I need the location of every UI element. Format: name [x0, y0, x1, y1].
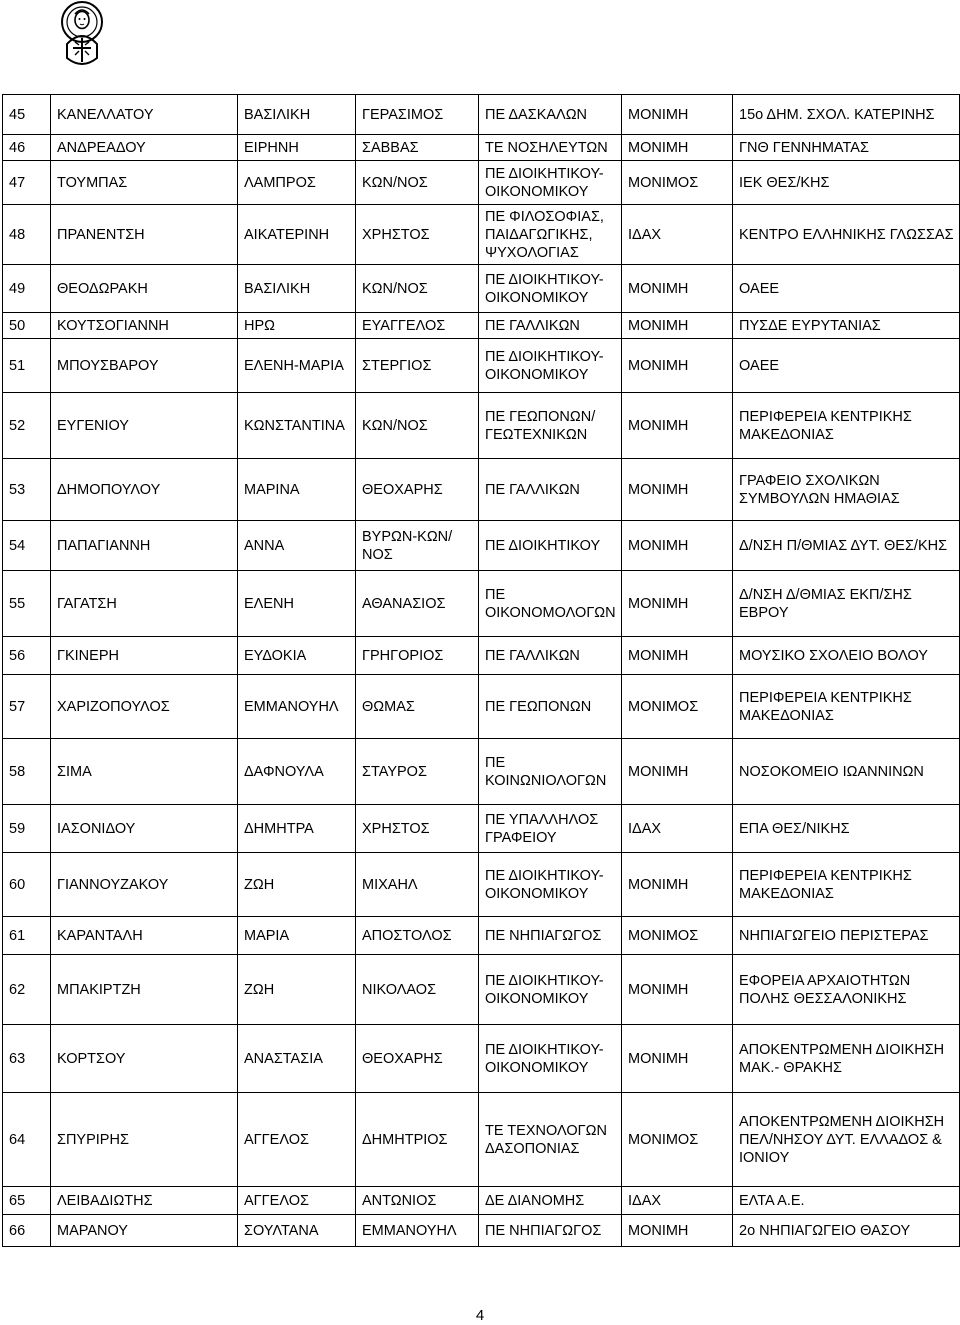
- specialty-cell: ΠΕ ΓΑΛΛΙΚΩΝ: [479, 313, 622, 339]
- first-name-cell: ΕΛΕΝΗ: [238, 571, 356, 637]
- service-unit-cell: ΝΗΠΙΑΓΩΓΕΙΟ ΠΕΡΙΣΤΕΡΑΣ: [733, 917, 960, 955]
- father-name-cell: ΜΙΧΑΗΛ: [356, 853, 479, 917]
- table-row: [3, 205, 960, 265]
- father-name-cell: ΚΩΝ/ΝΟΣ: [356, 161, 479, 205]
- row-number-cell: 56: [3, 637, 51, 675]
- employment-status-cell: ΜΟΝΙΜΟΣ: [622, 675, 733, 739]
- service-unit-cell: ΑΠΟΚΕΝΤΡΩΜΕΝΗ ΔΙΟΙΚΗΣΗ ΠΕΛ/ΝΗΣΟΥ ΔΥΤ. ΕΛΛΑΔΟΣ & ΙΟΝΙΟΥ: [733, 1093, 960, 1187]
- service-unit-cell: ΕΦΟΡΕΙΑ ΑΡΧΑΙΟΤΗΤΩΝ ΠΟΛΗΣ ΘΕΣΣΑΛΟΝΙΚΗΣ: [733, 955, 960, 1025]
- table-row: [3, 161, 960, 205]
- father-name-cell: ΣΤΕΡΓΙΟΣ: [356, 339, 479, 393]
- father-name-cell: ΚΩΝ/ΝΟΣ: [356, 393, 479, 459]
- father-name-cell: ΑΝΤΩΝΙΟΣ: [356, 1187, 479, 1215]
- row-number-cell: 46: [3, 135, 51, 161]
- row-number-cell: 61: [3, 917, 51, 955]
- row-number-cell: 58: [3, 739, 51, 805]
- row-number-cell: 53: [3, 459, 51, 521]
- surname-cell: ΚΑΝΕΛΛΑΤΟΥ: [51, 95, 238, 135]
- employment-status-cell: ΜΟΝΙΜΗ: [622, 459, 733, 521]
- father-name-cell: ΣΑΒΒΑΣ: [356, 135, 479, 161]
- row-number-cell: 64: [3, 1093, 51, 1187]
- service-unit-cell: ΓΝΘ ΓΕΝΝΗΜΑΤΑΣ: [733, 135, 960, 161]
- service-unit-cell: Δ/ΝΣΗ Π/ΘΜΙΑΣ ΔΥΤ. ΘΕΣ/ΚΗΣ: [733, 521, 960, 571]
- first-name-cell: ΛΑΜΠΡΟΣ: [238, 161, 356, 205]
- first-name-cell: ΕΥΔΟΚΙΑ: [238, 637, 356, 675]
- table-row: [3, 339, 960, 393]
- row-number-cell: 60: [3, 853, 51, 917]
- service-unit-cell: ΙΕΚ ΘΕΣ/ΚΗΣ: [733, 161, 960, 205]
- university-emblem-icon: [53, 0, 111, 78]
- specialty-cell: ΠΕ ΔΙΟΙΚΗΤΙΚΟΥ-ΟΙΚΟΝΟΜΙΚΟΥ: [479, 339, 622, 393]
- specialty-cell: ΠΕ ΔΙΟΙΚΗΤΙΚΟΥ-ΟΙΚΟΝΟΜΙΚΟΥ: [479, 265, 622, 313]
- father-name-cell: ΕΥΑΓΓΕΛΟΣ: [356, 313, 479, 339]
- surname-cell: ΧΑΡΙΖΟΠΟΥΛΟΣ: [51, 675, 238, 739]
- specialty-cell: ΠΕ ΔΙΟΙΚΗΤΙΚΟΥ-ΟΙΚΟΝΟΜΙΚΟΥ: [479, 161, 622, 205]
- row-number-cell: 62: [3, 955, 51, 1025]
- row-number-cell: 48: [3, 205, 51, 265]
- surname-cell: ΠΑΠΑΓΙΑΝΝΗ: [51, 521, 238, 571]
- table-row: [3, 459, 960, 521]
- surname-cell: ΙΑΣΟΝΙΔΟΥ: [51, 805, 238, 853]
- employment-status-cell: ΜΟΝΙΜΗ: [622, 339, 733, 393]
- service-unit-cell: ΠΕΡΙΦΕΡΕΙΑ ΚΕΝΤΡΙΚΗΣ ΜΑΚΕΔΟΝΙΑΣ: [733, 853, 960, 917]
- service-unit-cell: ΝΟΣΟΚΟΜΕΙΟ ΙΩΑΝΝΙΝΩΝ: [733, 739, 960, 805]
- employment-status-cell: ΜΟΝΙΜΟΣ: [622, 161, 733, 205]
- first-name-cell: ΖΩΗ: [238, 955, 356, 1025]
- surname-cell: ΜΠΟΥΣΒΑΡΟΥ: [51, 339, 238, 393]
- first-name-cell: ΕΛΕΝΗ-ΜΑΡΙΑ: [238, 339, 356, 393]
- row-number-cell: 66: [3, 1215, 51, 1247]
- employment-status-cell: ΜΟΝΙΜΗ: [622, 571, 733, 637]
- table-body: [3, 95, 960, 1247]
- first-name-cell: ΔΑΦΝΟΥΛΑ: [238, 739, 356, 805]
- father-name-cell: ΝΙΚΟΛΑΟΣ: [356, 955, 479, 1025]
- service-unit-cell: ΠΕΡΙΦΕΡΕΙΑ ΚΕΝΤΡΙΚΗΣ ΜΑΚΕΔΟΝΙΑΣ: [733, 675, 960, 739]
- table-row: [3, 265, 960, 313]
- row-number-cell: 55: [3, 571, 51, 637]
- specialty-cell: ΤΕ ΝΟΣΗΛΕΥΤΩΝ: [479, 135, 622, 161]
- employment-status-cell: ΙΔΑΧ: [622, 1187, 733, 1215]
- employment-status-cell: ΙΔΑΧ: [622, 805, 733, 853]
- specialty-cell: ΠΕ ΓΕΩΠΟΝΩΝ/ ΓΕΩΤΕΧΝΙΚΩΝ: [479, 393, 622, 459]
- specialty-cell: ΠΕ ΝΗΠΙΑΓΩΓΟΣ: [479, 1215, 622, 1247]
- service-unit-cell: Δ/ΝΣΗ Δ/ΘΜΙΑΣ ΕΚΠ/ΣΗΣ ΕΒΡΟΥ: [733, 571, 960, 637]
- father-name-cell: ΔΗΜΗΤΡΙΟΣ: [356, 1093, 479, 1187]
- row-number-cell: 59: [3, 805, 51, 853]
- row-number-cell: 63: [3, 1025, 51, 1093]
- employment-status-cell: ΜΟΝΙΜΗ: [622, 265, 733, 313]
- first-name-cell: ΜΑΡΙΝΑ: [238, 459, 356, 521]
- first-name-cell: ΒΑΣΙΛΙΚΗ: [238, 95, 356, 135]
- service-unit-cell: ΕΠΑ ΘΕΣ/ΝΙΚΗΣ: [733, 805, 960, 853]
- employment-status-cell: ΜΟΝΙΜΗ: [622, 637, 733, 675]
- specialty-cell: ΠΕ ΓΑΛΛΙΚΩΝ: [479, 459, 622, 521]
- employment-status-cell: ΜΟΝΙΜΗ: [622, 95, 733, 135]
- row-number-cell: 57: [3, 675, 51, 739]
- first-name-cell: ΑΓΓΕΛΟΣ: [238, 1093, 356, 1187]
- father-name-cell: ΘΕΟΧΑΡΗΣ: [356, 1025, 479, 1093]
- table-row: [3, 1187, 960, 1215]
- service-unit-cell: ΓΡΑΦΕΙΟ ΣΧΟΛΙΚΩΝ ΣΥΜΒΟΥΛΩΝ ΗΜΑΘΙΑΣ: [733, 459, 960, 521]
- father-name-cell: ΧΡΗΣΤΟΣ: [356, 205, 479, 265]
- father-name-cell: ΘΕΟΧΑΡΗΣ: [356, 459, 479, 521]
- employment-status-cell: ΜΟΝΙΜΟΣ: [622, 1093, 733, 1187]
- surname-cell: ΚΟΥΤΣΟΓΙΑΝΝΗ: [51, 313, 238, 339]
- table-row: [3, 805, 960, 853]
- page-number: 4: [475, 1307, 485, 1324]
- specialty-cell: ΤΕ ΤΕΧΝΟΛΟΓΩΝ ΔΑΣΟΠΟΝΙΑΣ: [479, 1093, 622, 1187]
- surname-cell: ΓΚΙΝΕΡΗ: [51, 637, 238, 675]
- table-row: [3, 917, 960, 955]
- row-number-cell: 65: [3, 1187, 51, 1215]
- specialty-cell: ΠΕ ΦΙΛΟΣΟΦΙΑΣ, ΠΑΙΔΑΓΩΓΙΚΗΣ, ΨΥΧΟΛΟΓΙΑΣ: [479, 205, 622, 265]
- surname-cell: ΔΗΜΟΠΟΥΛΟΥ: [51, 459, 238, 521]
- specialty-cell: ΔΕ ΔΙΑΝΟΜΗΣ: [479, 1187, 622, 1215]
- specialty-cell: ΠΕ ΟΙΚΟΝΟΜΟΛΟΓΩΝ: [479, 571, 622, 637]
- surname-cell: ΣΙΜΑ: [51, 739, 238, 805]
- service-unit-cell: ΜΟΥΣΙΚΟ ΣΧΟΛΕΙΟ ΒΟΛΟΥ: [733, 637, 960, 675]
- table-row: [3, 1215, 960, 1247]
- employment-status-cell: ΜΟΝΙΜΗ: [622, 393, 733, 459]
- specialty-cell: ΠΕ ΝΗΠΙΑΓΩΓΟΣ: [479, 917, 622, 955]
- first-name-cell: ΣΟΥΛΤΑΝΑ: [238, 1215, 356, 1247]
- surname-cell: ΚΟΡΤΣΟΥ: [51, 1025, 238, 1093]
- first-name-cell: ΔΗΜΗΤΡΑ: [238, 805, 356, 853]
- specialty-cell: ΠΕ ΔΙΟΙΚΗΤΙΚΟΥ-ΟΙΚΟΝΟΜΙΚΟΥ: [479, 1025, 622, 1093]
- row-number-cell: 45: [3, 95, 51, 135]
- service-unit-cell: ΕΛΤΑ Α.Ε.: [733, 1187, 960, 1215]
- specialty-cell: ΠΕ ΓΕΩΠΟΝΩΝ: [479, 675, 622, 739]
- row-number-cell: 54: [3, 521, 51, 571]
- surname-cell: ΜΑΡΑΝΟΥ: [51, 1215, 238, 1247]
- specialty-cell: ΠΕ ΔΑΣΚΑΛΩΝ: [479, 95, 622, 135]
- specialty-cell: ΠΕ ΥΠΑΛΛΗΛΟΣ ΓΡΑΦΕΙΟΥ: [479, 805, 622, 853]
- service-unit-cell: ΟΑΕΕ: [733, 265, 960, 313]
- father-name-cell: ΕΜΜΑΝΟΥΗΛ: [356, 1215, 479, 1247]
- father-name-cell: ΘΩΜΑΣ: [356, 675, 479, 739]
- first-name-cell: ΑΝΑΣΤΑΣΙΑ: [238, 1025, 356, 1093]
- employment-status-cell: ΜΟΝΙΜΗ: [622, 853, 733, 917]
- personnel-table: [2, 94, 960, 1247]
- father-name-cell: ΒΥΡΩΝ-ΚΩΝ/ΝΟΣ: [356, 521, 479, 571]
- surname-cell: ΓΙΑΝΝΟΥΖΑΚΟΥ: [51, 853, 238, 917]
- father-name-cell: ΑΠΟΣΤΟΛΟΣ: [356, 917, 479, 955]
- first-name-cell: ΜΑΡΙΑ: [238, 917, 356, 955]
- specialty-cell: ΠΕ ΚΟΙΝΩΝΙΟΛΟΓΩΝ: [479, 739, 622, 805]
- first-name-cell: ΕΜΜΑΝΟΥΗΛ: [238, 675, 356, 739]
- employment-status-cell: ΙΔΑΧ: [622, 205, 733, 265]
- father-name-cell: ΑΘΑΝΑΣΙΟΣ: [356, 571, 479, 637]
- table-row: [3, 1025, 960, 1093]
- table-row: [3, 853, 960, 917]
- first-name-cell: ΒΑΣΙΛΙΚΗ: [238, 265, 356, 313]
- first-name-cell: ΑΓΓΕΛΟΣ: [238, 1187, 356, 1215]
- surname-cell: ΘΕΟΔΩΡΑΚΗ: [51, 265, 238, 313]
- specialty-cell: ΠΕ ΔΙΟΙΚΗΤΙΚΟΥ-ΟΙΚΟΝΟΜΙΚΟΥ: [479, 853, 622, 917]
- row-number-cell: 49: [3, 265, 51, 313]
- first-name-cell: ΖΩΗ: [238, 853, 356, 917]
- table-row: [3, 313, 960, 339]
- specialty-cell: ΠΕ ΔΙΟΙΚΗΤΙΚΟΥ: [479, 521, 622, 571]
- father-name-cell: ΚΩΝ/ΝΟΣ: [356, 265, 479, 313]
- employment-status-cell: ΜΟΝΙΜΟΣ: [622, 917, 733, 955]
- employment-status-cell: ΜΟΝΙΜΗ: [622, 739, 733, 805]
- father-name-cell: ΣΤΑΥΡΟΣ: [356, 739, 479, 805]
- table-row: [3, 571, 960, 637]
- row-number-cell: 47: [3, 161, 51, 205]
- service-unit-cell: 15ο ΔΗΜ. ΣΧΟΛ. ΚΑΤΕΡΙΝΗΣ: [733, 95, 960, 135]
- surname-cell: ΑΝΔΡΕΑΔΟΥ: [51, 135, 238, 161]
- employment-status-cell: ΜΟΝΙΜΗ: [622, 1025, 733, 1093]
- table-row: [3, 135, 960, 161]
- service-unit-cell: ΠΥΣΔΕ ΕΥΡΥΤΑΝΙΑΣ: [733, 313, 960, 339]
- father-name-cell: ΧΡΗΣΤΟΣ: [356, 805, 479, 853]
- table-row: [3, 95, 960, 135]
- father-name-cell: ΓΕΡΑΣΙΜΟΣ: [356, 95, 479, 135]
- specialty-cell: ΠΕ ΔΙΟΙΚΗΤΙΚΟΥ-ΟΙΚΟΝΟΜΙΚΟΥ: [479, 955, 622, 1025]
- row-number-cell: 52: [3, 393, 51, 459]
- employment-status-cell: ΜΟΝΙΜΗ: [622, 955, 733, 1025]
- table-row: [3, 1093, 960, 1187]
- employment-status-cell: ΜΟΝΙΜΗ: [622, 521, 733, 571]
- service-unit-cell: 2ο ΝΗΠΙΑΓΩΓΕΙΟ ΘΑΣΟΥ: [733, 1215, 960, 1247]
- table-row: [3, 637, 960, 675]
- service-unit-cell: ΑΠΟΚΕΝΤΡΩΜΕΝΗ ΔΙΟΙΚΗΣΗ ΜΑΚ.- ΘΡΑΚΗΣ: [733, 1025, 960, 1093]
- employment-status-cell: ΜΟΝΙΜΗ: [622, 135, 733, 161]
- service-unit-cell: ΚΕΝΤΡΟ ΕΛΛΗΝΙΚΗΣ ΓΛΩΣΣΑΣ: [733, 205, 960, 265]
- first-name-cell: ΑΙΚΑΤΕΡΙΝΗ: [238, 205, 356, 265]
- surname-cell: ΠΡΑΝΕΝΤΣΗ: [51, 205, 238, 265]
- table-row: [3, 521, 960, 571]
- service-unit-cell: ΟΑΕΕ: [733, 339, 960, 393]
- surname-cell: ΤΟΥΜΠΑΣ: [51, 161, 238, 205]
- employment-status-cell: ΜΟΝΙΜΗ: [622, 313, 733, 339]
- father-name-cell: ΓΡΗΓΟΡΙΟΣ: [356, 637, 479, 675]
- specialty-cell: ΠΕ ΓΑΛΛΙΚΩΝ: [479, 637, 622, 675]
- surname-cell: ΓΑΓΑΤΣΗ: [51, 571, 238, 637]
- table-row: [3, 955, 960, 1025]
- service-unit-cell: ΠΕΡΙΦΕΡΕΙΑ ΚΕΝΤΡΙΚΗΣ ΜΑΚΕΔΟΝΙΑΣ: [733, 393, 960, 459]
- first-name-cell: ΚΩΝΣΤΑΝΤΙΝΑ: [238, 393, 356, 459]
- table-row: [3, 675, 960, 739]
- first-name-cell: ΑΝΝΑ: [238, 521, 356, 571]
- first-name-cell: ΕΙΡΗΝΗ: [238, 135, 356, 161]
- surname-cell: ΚΑΡΑΝΤΑΛΗ: [51, 917, 238, 955]
- surname-cell: ΛΕΙΒΑΔΙΩΤΗΣ: [51, 1187, 238, 1215]
- surname-cell: ΕΥΓΕΝΙΟΥ: [51, 393, 238, 459]
- surname-cell: ΣΠΥΡΙΡΗΣ: [51, 1093, 238, 1187]
- row-number-cell: 50: [3, 313, 51, 339]
- table-row: [3, 739, 960, 805]
- surname-cell: ΜΠΑΚΙΡΤΖΗ: [51, 955, 238, 1025]
- first-name-cell: ΗΡΩ: [238, 313, 356, 339]
- employment-status-cell: ΜΟΝΙΜΗ: [622, 1215, 733, 1247]
- table-row: [3, 393, 960, 459]
- row-number-cell: 51: [3, 339, 51, 393]
